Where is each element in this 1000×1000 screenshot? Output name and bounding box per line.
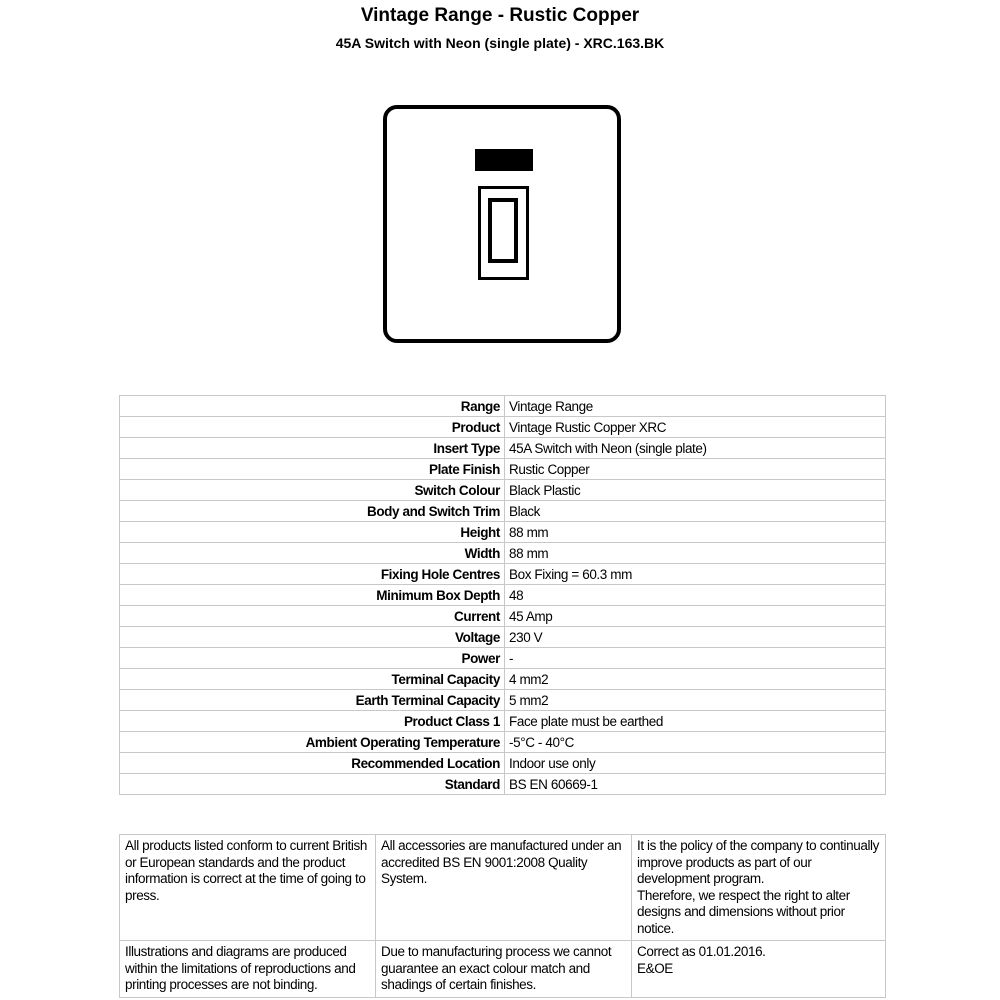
page-subtitle: 45A Switch with Neon (single plate) - XRC.163.BK: [335, 35, 665, 51]
spec-row: [120, 522, 886, 543]
spec-label: Range: [120, 396, 505, 417]
note-cell: Correct as 01.01.2016. E&OE: [632, 941, 886, 998]
spec-label: Plate Finish: [120, 459, 505, 480]
spec-value: 4 mm2: [505, 669, 886, 690]
spec-row: [120, 564, 886, 585]
spec-label: Width: [120, 543, 505, 564]
spec-value: 45A Switch with Neon (single plate): [505, 438, 886, 459]
note-cell: Due to manufacturing process we cannot guarantee an exact colour match and shadings of certain finishes.: [376, 941, 632, 998]
spec-value: Face plate must be earthed: [505, 711, 886, 732]
spec-label: Recommended Location: [120, 753, 505, 774]
spec-row: [120, 459, 886, 480]
note-cell: Illustrations and diagrams are produced within the limitations of reproductions and printing processes are not binding.: [120, 941, 376, 998]
spec-label: Switch Colour: [120, 480, 505, 501]
spec-value: 88 mm: [505, 522, 886, 543]
spec-label: Fixing Hole Centres: [120, 564, 505, 585]
switch-plate-diagram: [383, 105, 621, 343]
spec-row: [120, 438, 886, 459]
spec-value: 88 mm: [505, 543, 886, 564]
spec-label: Product: [120, 417, 505, 438]
spec-value: Vintage Range: [505, 396, 886, 417]
spec-row: [120, 648, 886, 669]
spec-label: Minimum Box Depth: [120, 585, 505, 606]
spec-row: [120, 417, 886, 438]
spec-label: Terminal Capacity: [120, 669, 505, 690]
spec-label: Power: [120, 648, 505, 669]
spec-label: Insert Type: [120, 438, 505, 459]
spec-value: 5 mm2: [505, 690, 886, 711]
notes-row: [120, 941, 886, 998]
spec-value: 45 Amp: [505, 606, 886, 627]
notes-table: [119, 834, 886, 998]
spec-row: [120, 690, 886, 711]
spec-value: Box Fixing = 60.3 mm: [505, 564, 886, 585]
spec-value: Black Plastic: [505, 480, 886, 501]
spec-label: Current: [120, 606, 505, 627]
spec-row: [120, 396, 886, 417]
spec-value: -5°C - 40°C: [505, 732, 886, 753]
spec-value: Rustic Copper: [505, 459, 886, 480]
spec-value: -: [505, 648, 886, 669]
spec-label: Height: [120, 522, 505, 543]
spec-row: [120, 774, 886, 795]
note-cell: It is the policy of the company to continually improve products as part of our development program. Therefore, we respect the right to alter designs and dimensions without prior notice.: [632, 835, 886, 941]
spec-row: [120, 753, 886, 774]
spec-value: 48: [505, 585, 886, 606]
rocker-switch: [488, 198, 518, 263]
spec-label: Body and Switch Trim: [120, 501, 505, 522]
spec-row: [120, 711, 886, 732]
spec-label: Earth Terminal Capacity: [120, 690, 505, 711]
spec-label: Product Class 1: [120, 711, 505, 732]
spec-row: [120, 606, 886, 627]
note-cell: All products listed conform to current British or European standards and the product information is correct at the time of going to press.: [120, 835, 376, 941]
spec-row: [120, 627, 886, 648]
spec-value: Indoor use only: [505, 753, 886, 774]
spec-row: [120, 732, 886, 753]
note-cell: All accessories are manufactured under an accredited BS EN 9001:2008 Quality System.: [376, 835, 632, 941]
specifications-table: [119, 395, 886, 795]
spec-label: Standard: [120, 774, 505, 795]
spec-value: BS EN 60669-1: [505, 774, 886, 795]
spec-label: Voltage: [120, 627, 505, 648]
notes-row: [120, 835, 886, 941]
rocker-switch-frame: [478, 186, 529, 280]
spec-value: Vintage Rustic Copper XRC: [505, 417, 886, 438]
spec-row: [120, 480, 886, 501]
spec-row: [120, 543, 886, 564]
spec-value: 230 V: [505, 627, 886, 648]
spec-value: Black: [505, 501, 886, 522]
spec-row: [120, 501, 886, 522]
spec-row: [120, 669, 886, 690]
neon-indicator: [475, 149, 533, 171]
spec-label: Ambient Operating Temperature: [120, 732, 505, 753]
spec-row: [120, 585, 886, 606]
page-title: Vintage Range - Rustic Copper: [360, 5, 640, 26]
